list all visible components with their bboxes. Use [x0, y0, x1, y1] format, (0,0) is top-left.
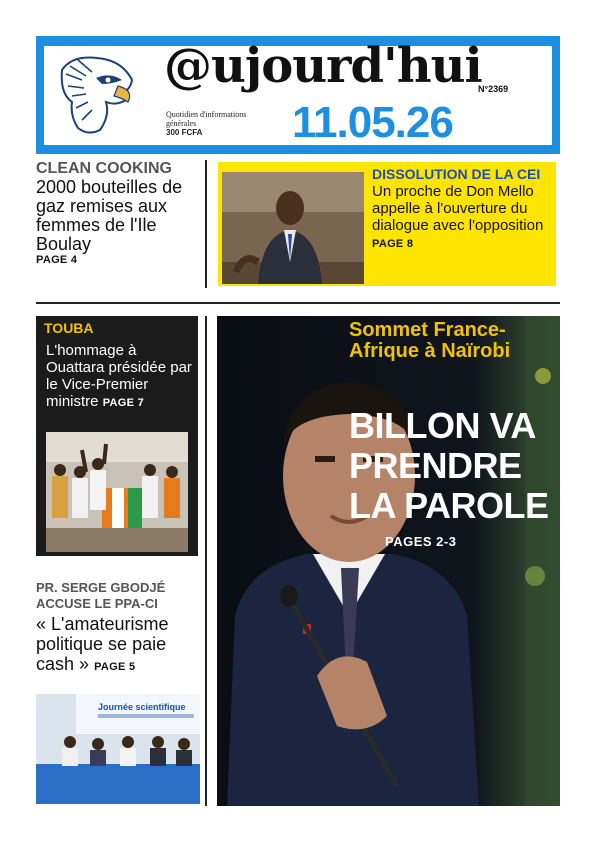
- page-reference: PAGE 8: [372, 238, 414, 250]
- story-clean-cooking[interactable]: [36, 160, 201, 266]
- issue-date: 11.05.26: [292, 98, 453, 147]
- speaker-photo: [222, 172, 364, 284]
- story-kicker: TOUBA: [44, 320, 94, 336]
- story-kicker: CLEAN COOKING: [36, 160, 172, 177]
- tagline-text: Quotidien d'informations générales: [166, 110, 247, 128]
- page-reference: PAGES 2-3: [385, 534, 457, 549]
- story-headline: 2000 bouteilles de gaz remises aux femmes de l'Ile Boulay: [36, 177, 183, 254]
- horizontal-divider: [36, 302, 560, 304]
- page-reference: PAGE 7: [102, 397, 145, 409]
- rally-photo: [46, 432, 188, 552]
- story-headline: [46, 342, 194, 412]
- newspaper-title: @ujourd'hui: [164, 38, 482, 94]
- headline-text: L'hommage à Ouattara présidée par le Vice-Premier ministre: [46, 342, 192, 410]
- column-divider: [205, 160, 207, 288]
- price: 300 FCFA: [166, 128, 203, 137]
- conference-banner-text: Journée scientifique: [98, 702, 186, 712]
- rally-photo-illustration: [46, 432, 188, 552]
- story-touba[interactable]: [36, 316, 198, 556]
- masthead-panel: [44, 38, 552, 147]
- story-headline: [36, 614, 206, 677]
- story-kicker: DISSOLUTION DE LA CEI: [372, 166, 541, 182]
- story-cei[interactable]: [218, 162, 556, 286]
- story-kicker: PR. SERGE GBODJÉ ACCUSE LE PPA-CI: [36, 580, 166, 611]
- eagle-logo-icon: [52, 50, 142, 140]
- headline-text: « L'amateurisme politique se paie cash »: [36, 614, 169, 674]
- story-headline: [372, 183, 552, 253]
- issue-number: N°2369: [478, 84, 509, 94]
- speaker-photo-illustration: [222, 172, 364, 284]
- masthead: [36, 36, 560, 154]
- tagline: [166, 110, 276, 137]
- main-story[interactable]: [217, 316, 560, 806]
- conference-photo: [36, 694, 200, 804]
- conference-photo-illustration: [36, 694, 200, 804]
- story-kicker: Sommet France-Afrique à Naïrobi: [349, 319, 511, 362]
- main-photo: [217, 316, 560, 806]
- page-reference: PAGE 4: [36, 254, 78, 266]
- page-reference: PAGE 5: [94, 661, 136, 673]
- column-divider: [205, 316, 207, 806]
- story-gbodje[interactable]: [36, 580, 206, 677]
- cei-text: [372, 166, 552, 253]
- headline-text: Un proche de Don Mello appelle à l'ouverture du dialogue avec l'opposition: [372, 183, 544, 234]
- story-headline: BILLON VA PRENDRE LA PAROLE: [349, 405, 549, 526]
